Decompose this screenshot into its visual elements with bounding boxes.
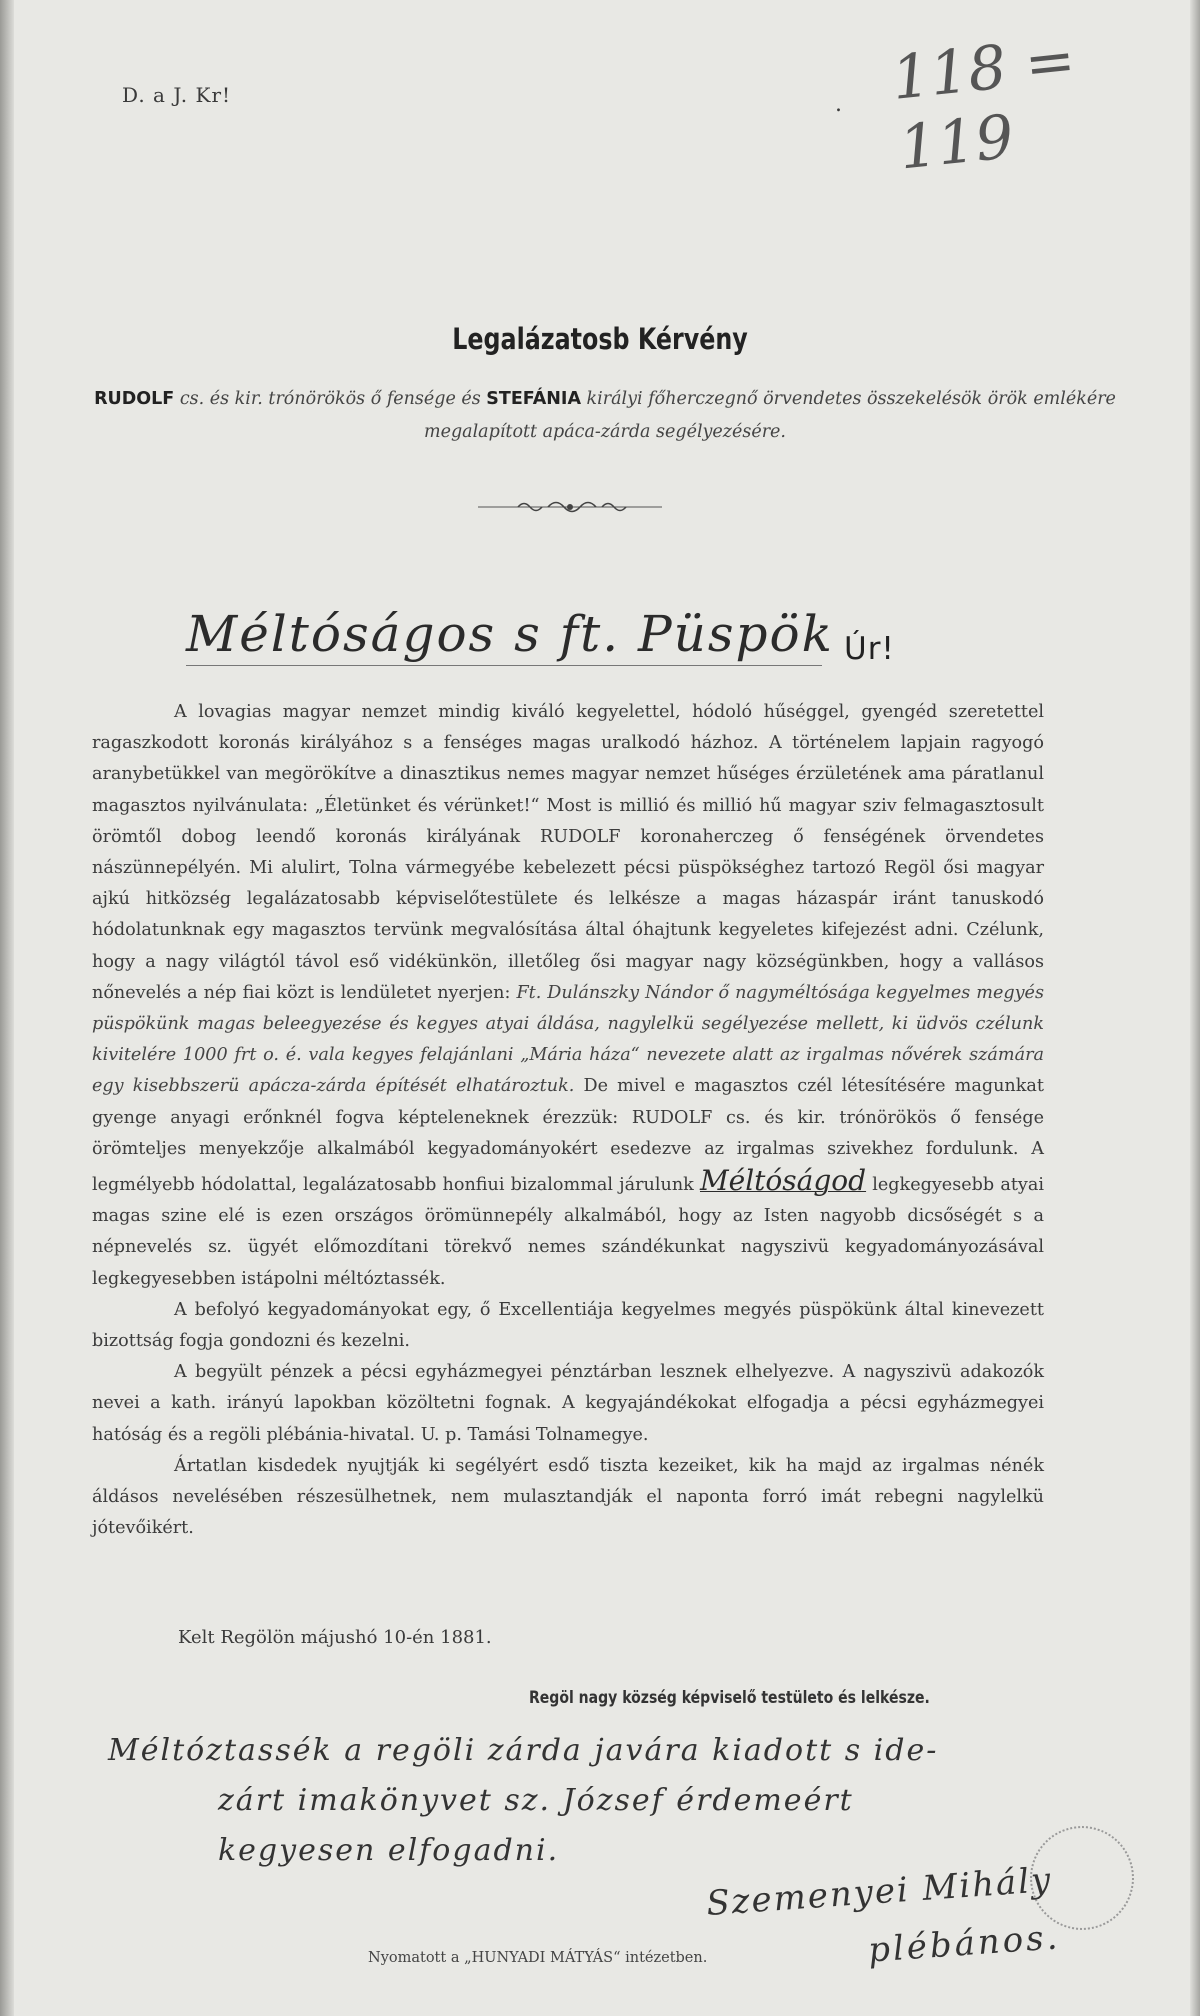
dateline: Kelt Regölön májushó 10-én 1881. (178, 1627, 492, 1648)
subtitle-name-rudolf: RUDOLF (94, 389, 175, 409)
paragraph-1-italic: Ft. Dulánszky Nándor ő nagyméltósága kegyelmes megyés püspökünk magas beleegyezése és kegyes atyai áldása, nagylelkü segélyezése mellett, ki üdvös czélunk kivitelére 1000 frt o. é. vala kegyes felajánlani „Mária háza“ nevezete alatt az irgalmas nővérek számára egy kisebbszerü apácza-zárda építését elhatároztuk. (92, 982, 1044, 1097)
letter-body (92, 697, 1044, 1544)
subtitle-text-1: cs. és kir. trónörökös ő fensége és (174, 389, 487, 409)
salutation (186, 605, 916, 675)
paragraph-1-text-b: De mivel e magasztos czél létesítésére magunkat gyenge anyagi erőnknél fogva képteleneknek érezzük: RUDOLF cs. és kir. trónörökös ő fensége örömteljes menyekzője alkalmából kegyadományokért esedezve az irgalmas szivekhez fordulunk. A legmélyebb hódolattal, legalázatosabb honfiui bizalommal járulunk (92, 1076, 1044, 1196)
document-subtitle (90, 383, 1120, 449)
page-edge-right (1190, 0, 1200, 2016)
subtitle-name-stefania: STEFÁNIA (486, 389, 581, 409)
paragraph-4: Ártatlan kisdedek nyujtják ki segélyért esdő tiszta kezeiket, kik ha majd az irgalmas nénék áldásos nevelésében részesülhetnek, nem mulasztandják el naponta forró imát rebegni nagylelkü jótevőikért. (92, 1455, 1044, 1539)
paragraph-2: A befolyó kegyadományokat egy, ő Excellentiája kegyelmes megyés püspökünk által kinevezett bizottság fogja gondozni és kezelni. (92, 1299, 1044, 1352)
printer-imprint: Nyomatott a „HUNYADI MÁTYÁS“ intézetben. (368, 1950, 708, 1966)
annotation-line-2: zárt imakönyvet sz. József érdemeért (218, 1783, 854, 1818)
salutation-handwritten: Méltóságos s ft. Püspök (186, 605, 834, 663)
paragraph-1-text-c: legkegyesebb atyai magas szine elé is ezen országos örömünnepély alkalmából, hogy az Isten nagyobb dicsőségét s a népnevelés sz. ügyét előmozdítani törekvő nemes szándékunkat nagyszivü kegyadományozásával legkegyesebben istápolni méltóztassék. (92, 1175, 1044, 1289)
subtitle-text-2: királyi főherczegnő örvendetes összekelésök örök emlékére megalapított apáca-zárda segélyezésére. (424, 389, 1116, 442)
salutation-printed: Úr! (844, 631, 895, 667)
paragraph-1 (92, 697, 1044, 1295)
handwritten-inline-address: Méltóságod (699, 1164, 867, 1198)
paragraph-3: A begyült pénzek a pécsi egyházmegyei pénztárban lesznek elhelyezve. A nagyszivü adakozók nevei a kath. irányú lapokban közöltetni fognak. A kegyajándékokat elfogadja a pécsi egyházmegyei hatóság és a regöli plébánia-hivatal. U. p. Tamási Tolnamegye. (92, 1362, 1044, 1445)
printed-signature: Regöl nagy község képviselő testületo és lelkésze. (529, 1688, 930, 1707)
annotation-line-3: kegyesen elfogadni. (218, 1833, 560, 1868)
handwritten-page-number: 118 = 119 (888, 25, 1079, 184)
ornament-divider-icon (478, 496, 662, 518)
handwritten-signature-title: plébános. (866, 1917, 1062, 1971)
document-title: Legalázatosb Kérvény (452, 322, 748, 356)
page-edge-left (0, 0, 14, 2016)
greeting: D. a J. Kr! (122, 83, 232, 107)
ink-dot: . (835, 92, 842, 117)
paragraph-1-text-a: A lovagias magyar nemzet mindig kiváló kegyelettel, hódoló hűséggel, gyengéd szeretettel ragaszkodott koronás királyához s a fenséges magas uralkodó házhoz. A történelem lapjain ragyogó aranybetükkel van megörökítve a dinasztikus nemes magyar nemzet hűséges érzületének ama páratlanul magasztos nyilvánulata: „Életünket és vérünket!“ Most is millió és millió hű magyar sziv felmagasztosult örömtől dobog leendő koronás királyának RUDOLF koronaherczeg ő fenségének örvendetes nászünnepélyén. Mi alulirt, Tolna vármegyébe kebelezett pécsi püspökséghez tartozó Regöl ősi magyar ajkú hitközség legalázatosabb képviselőtestülete és lelkésze a magas házaspár iránt tanuskodó hódolatunknak egy magasztos tervünk megvalósítása által óhajtunk kegyeletes kifejezést adni. Czélunk, hogy a nagy világtól távol eső vidékünkön, illetőleg ősi magyar nagy községünkben, hogy a vallásos nőnevelés a nép fiai közt is lendületet nyerjen: (92, 702, 1044, 1003)
handwritten-annotation (108, 1726, 1148, 1876)
salutation-fill-line (186, 665, 822, 666)
handwritten-signature-name: Szemenyei Mihály (705, 1859, 1054, 1925)
annotation-line-1: Méltóztassék a regöli zárda javára kiadott s ide- (108, 1733, 939, 1768)
